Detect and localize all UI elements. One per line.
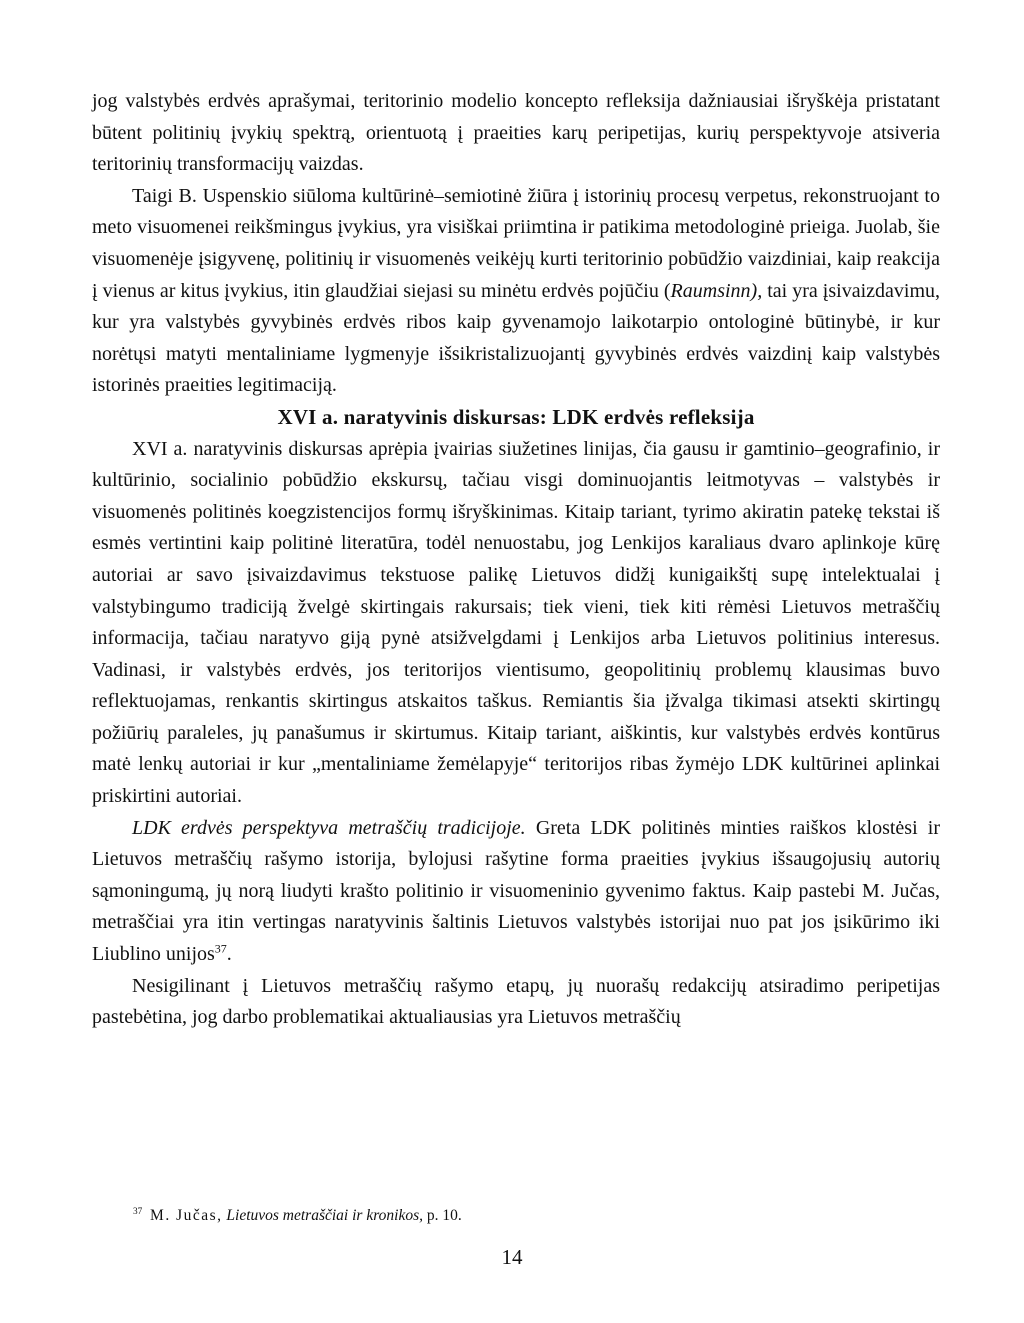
paragraph-continued: jog valstybės erdvės aprašymai, teritorinio modelio koncepto refleksija dažniausiai išryškėja pristatant būtent politinių įvykių spektrą, orientuotą į praeities karų peripetijas, kurių perspektyvoje atsiveria teritorinių transformacijų vaizdas. [92,90,940,176]
page-number: 14 [501,1245,523,1269]
term-raumsinn: Raumsinn), [670,279,763,302]
footnote-author: M. Jučas, [150,1207,223,1224]
paragraph-text: Taigi B. Uspenskio siūloma kultūrinė–semiotinė žiūra į istorinių procesų verpetus, rekonstruojant to meto visuomenei reikšmingus įvykius, yra visiškai priimtina ir patikima metodologinė prieiga. Juolab, šie visuomenėje įsigyvenę, politinių ir visuomenės veikėjų kurti teritorinio pobūdžio vaizdiniai, kaip reakcija į vienus ar kitus įvykius, itin glaudžiai siejasi su minėtu erdvės pojūčiu ( [92,184,940,302]
paragraph-uspenskij [92,181,940,402]
paragraph-final: Nesigilinant į Lietuvos metraščių rašymo etapų, jų nuorašų redakcijų atsiradimo peripetijas pastebėtina, jog darbo problematikai aktualiausias yra Lietuvos metraščių [92,974,940,1029]
page-body [92,86,940,1034]
footnote-pages: p. 10. [423,1207,462,1224]
paragraph-text: . [226,943,232,966]
footnote-title: Lietuvos metraščiai ir kronikos, [226,1207,424,1224]
subsection-title: LDK erdvės perspektyva metraščių tradicijoje. [132,816,526,839]
paragraph-chronicles [92,813,940,971]
paragraph-narrative-discourse: XVI a. naratyvinis diskursas aprėpia įvairias siužetines linijas, čia gausu ir gamtinio–geografinio, ir kultūrinio, socialinio pobūdžio ekskursų, tačiau visgi dominuojantis leitmotyvas – valstybės ir visuomenės politinės koegzistencijos formų išryškinimas. Kitaip tariant, tyrimo akiratin patekę tekstai iš esmės vertintini kaip politinė literatūra, todėl nenuostabu, jog Lenkijos karaliaus dvaro aplinkoje kūrę autoriai ar savo įsivaizdavimus tekstuose palikę Lietuvos didžį kunigaikštį supę intelektualai į valstybingumo tradiciją žvelgė skirtingais rakursais; tiek vieni, tiek kiti rėmėsi Lietuvos metraščių informacija, tačiau naratyvo giją pynė atsižvelgdami į Lenkijos arba Lietuvos politinius interesus. Vadinasi, ir valstybės erdvės, jos teritorijos vientisumo, geopolitinių problemų klausimas buvo reflektuojamas, renkantis skirtingus atskaitos taškus. Remiantis šia įžvalga tikimasi atsekti skirtingų požiūrių paraleles, jų panašumus ir skirtumus. Kitaip tariant, aiškintis, kur valstybės erdvės kontūrus matė lenkų autoriai ir kur „mentaliniame žemėlapyje“ teritorijos ribas žymėjo LDK kultūrinei aplinkai priskirtini autoriai. [92,437,940,808]
footnote-reference[interactable]: 37 [214,941,227,956]
footnote-number: 37 [133,1206,143,1217]
section-heading: XVI a. naratyvinis diskursas: LDK erdvės refleksija [277,404,755,429]
paragraph-text: tai yra įsivaizdavimu, kur yra valstybės gyvybinės erdvės ribos kaip gyvenamojo laikotarpio ontologinė būtinybė, ir kur norėtųsi matyti mentaliniame lygmenyje išsikristalizuojantį gyvybinės erdvės vaizdinį kaip valstybės istorinės praeities legitimaciją. [92,279,940,397]
paragraph-text: Greta LDK politinės minties raiškos klostėsi ir Lietuvos metraščių rašymo istorija, bylojusi rašytine forma praeities įvykius išsaugojusių autorių sąmoningumą, jų norą liudyti krašto politinio ir visuomeninio gyvenimo faktus. Kaip pastebi M. Jučas, metraščiai yra itin vertingas naratyvinis šaltinis Lietuvos valstybės istorijai nuo pat jos įsikūrimo iki Liublino unijos [92,816,940,966]
footnote [133,1207,462,1225]
